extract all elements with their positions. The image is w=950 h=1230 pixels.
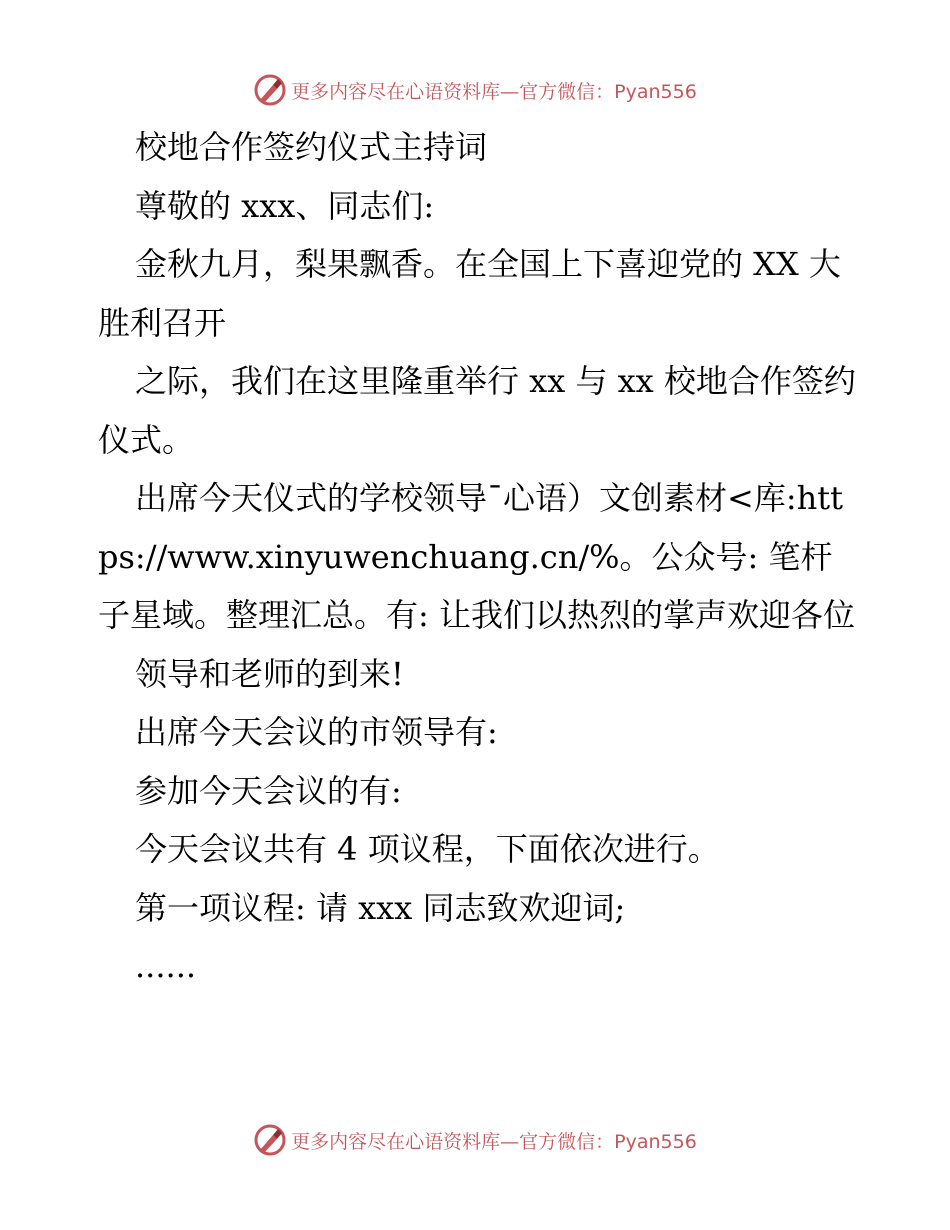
document-body — [98, 118, 858, 996]
document-paragraph: 金秋九月，梨果飘香。在全国上下喜迎党的 XX 大胜利召开 — [98, 245, 841, 342]
document-paragraph: 第一项议程: 请 xxx 同志致欢迎词; — [135, 888, 626, 927]
document-paragraph: 参加今天会议的有: — [135, 771, 402, 810]
document-paragraph: 之际，我们在这里隆重举行 xx 与 xx 校地合作签约仪式。 — [98, 362, 856, 459]
document-paragraph: ...... — [135, 947, 197, 985]
banner-text: 更多内容尽在心语资料库—官方微信：Pyan556 — [291, 80, 697, 103]
header-banner — [0, 70, 950, 110]
document-paragraph: 出席今天仪式的学校领导¯心语）文创素材<库:https://www.xinyuwenchuang.cn/%。公众号: 笔杆子星域。整理汇总。有: 让我们以热烈的掌声欢迎各位 — [98, 479, 855, 634]
document-paragraph: 领导和老师的到来! — [135, 654, 404, 693]
document-paragraph: 尊敬的 xxx、同志们: — [135, 186, 435, 225]
banner-text: 更多内容尽在心语资料库—官方微信：Pyan556 — [291, 1130, 697, 1153]
document-paragraph: 今天会议共有 4 项议程，下面依次进行。 — [135, 830, 720, 868]
document-paragraph: 校地合作签约仪式主持词 — [135, 128, 488, 166]
pen-logo-icon — [253, 73, 287, 107]
document-paragraph: 出席今天会议的市领导有: — [135, 713, 498, 751]
footer-banner — [0, 1120, 950, 1160]
pen-logo-icon — [253, 1123, 287, 1157]
